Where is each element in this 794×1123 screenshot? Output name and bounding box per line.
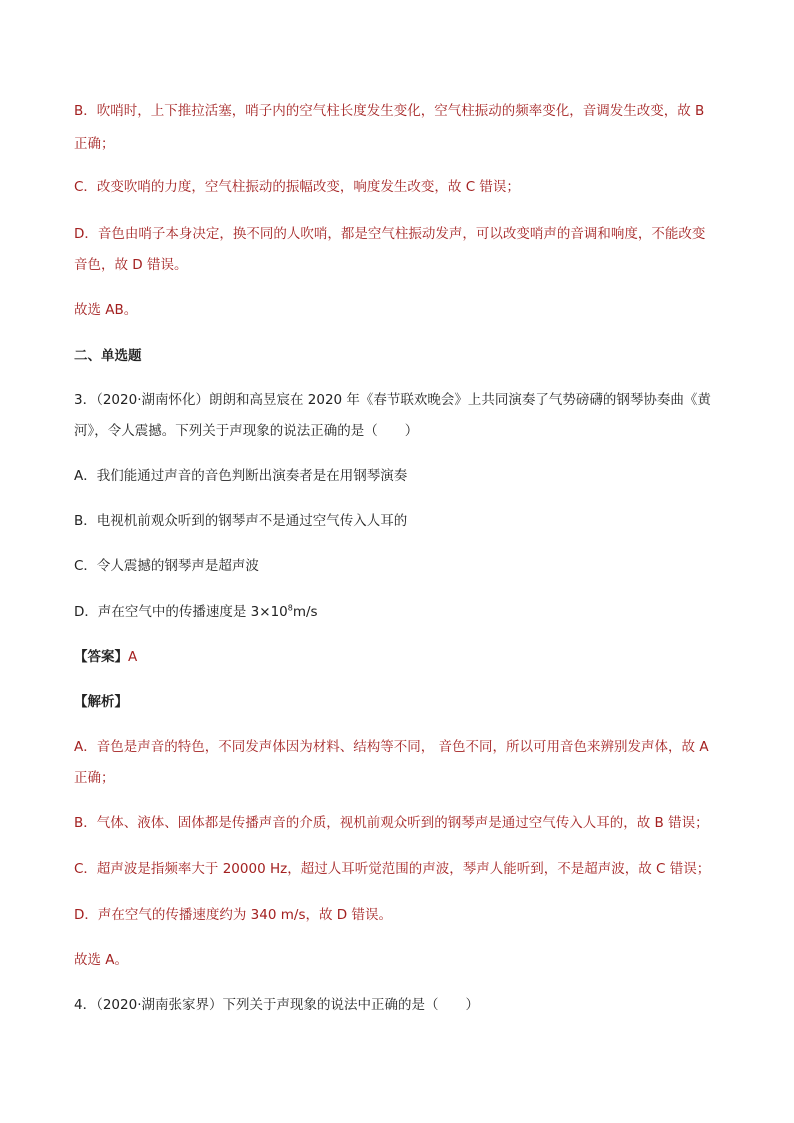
prev-analysis-d-line2: 音色，故 D 错误。 — [74, 257, 188, 273]
analysis-b-line: B．气体、液体、固体都是传播声音的介质，视机前观众听到的钢琴声是通过空气传入人耳的，故 B 错误； — [74, 815, 709, 831]
q3-option-d-prefix: D．声在空气中的传播速度是 3×10 — [74, 604, 288, 620]
q3-option-d-exponent: 8 — [287, 603, 293, 613]
q3-stem-line1: 3．（2020·湖南怀化）朗朗和高昱宸在 2020 年《春节联欢晚会》上共同演奏了气势磅礴的钢琴协奏曲《黄 — [74, 392, 711, 408]
answer-label: 【答案】 — [74, 649, 128, 665]
q3-option-d-suffix: m/s — [292, 604, 318, 620]
q3-option-c: C．令人震撼的钢琴声是超声波 — [74, 558, 259, 574]
q3-answer — [74, 647, 734, 667]
analysis-c-line: C．超声波是指频率大于 20000 Hz，超过人耳听觉范围的声波，琴声人能听到，不是超声波，故 C 错误； — [74, 861, 711, 877]
prev-analysis-choose: 故选 AB。 — [74, 302, 138, 318]
prev-analysis-b-line1: B．吹哨时，上下推拉活塞，哨子内的空气柱长度发生变化，空气柱振动的频率变化，音调发生改变，故 B — [74, 103, 705, 119]
q3-option-b: B．电视机前观众听到的钢琴声不是通过空气传入人耳的 — [74, 513, 408, 529]
section-title: 二、单选题 — [74, 348, 142, 364]
analysis-a-line1: A．音色是声音的特色，不同发声体因为材料、结构等不同， 音色不同，所以可用音色来辨别发声体，故 A — [74, 739, 709, 755]
answer-value: A — [128, 649, 138, 665]
q3-stem-line2: 河》，令人震撼。下列关于声现象的说法正确的是（ ） — [74, 423, 419, 439]
q4-stem: 4．（2020·湖南张家界）下列关于声现象的说法中正确的是（ ） — [74, 997, 479, 1013]
analysis-d-line: D．声在空气的传播速度约为 340 m/s，故 D 错误。 — [74, 907, 392, 923]
prev-analysis-c-line: C．改变吹哨的力度，空气柱振动的振幅改变，响度发生改变，故 C 错误； — [74, 179, 520, 195]
analysis-choose: 故选 A。 — [74, 952, 129, 968]
analysis-a-line2: 正确； — [74, 770, 115, 786]
q3-option-a: A．我们能通过声音的音色判断出演奏者是在用钢琴演奏 — [74, 468, 408, 484]
prev-analysis-d-line1: D．音色由哨子本身决定，换不同的人吹哨，都是空气柱振动发声，可以改变哨声的音调和响度，不能改变 — [74, 226, 706, 242]
prev-analysis-b-line2: 正确； — [74, 136, 115, 152]
analysis-label: 【解析】 — [74, 694, 128, 710]
q3-option-d — [74, 602, 734, 622]
